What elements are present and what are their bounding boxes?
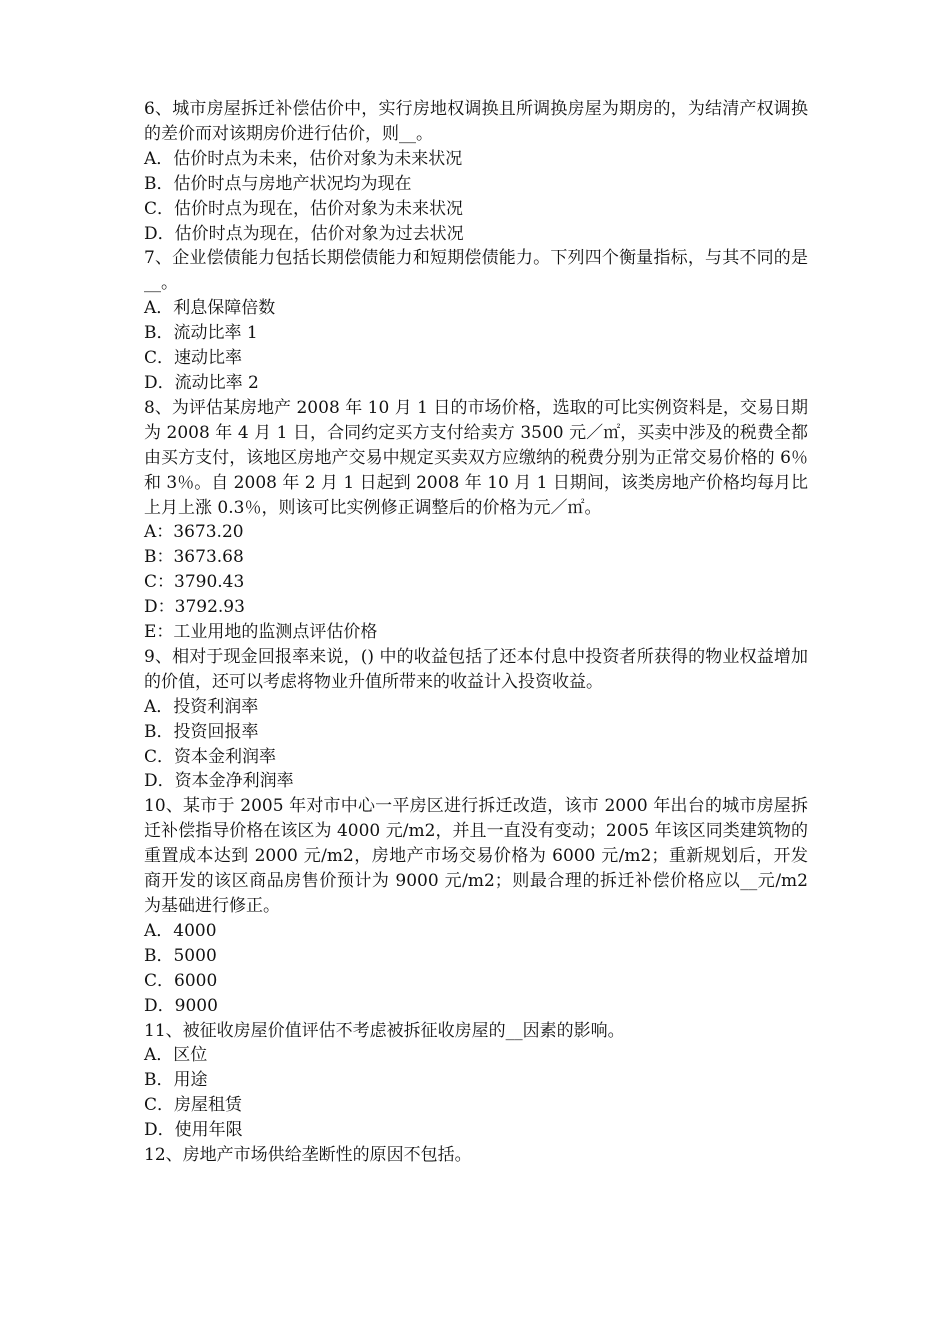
option-c: C．房屋租赁 [144,1095,243,1116]
option-a: A．投资利润率 [144,696,259,717]
question-11 [144,1019,808,1144]
question-stem: 12、房地产市场供给垄断性的原因不包括。 [144,1145,472,1166]
question-stem: 6、城市房屋拆迁补偿估价中，实行房地权调换且所调换房屋为期房的，为结清产权调换的差价而对该期房价进行估价，则__。 [144,99,808,144]
option-b: B．流动比率 1 [144,323,258,344]
option-c: C．速动比率 [144,348,243,369]
option-d: D．使用年限 [144,1120,243,1141]
question-12 [144,1143,808,1168]
option-c: C．估价时点为现在，估价对象为未来状况 [144,198,464,219]
question-stem: 11、被征收房屋价值评估不考虑被拆征收房屋的__因素的影响。 [144,1020,625,1041]
option-d: D．估价时点为现在，估价对象为过去状况 [144,223,464,244]
option-b: B：3673.68 [144,547,244,568]
option-c: C．资本金利润率 [144,746,277,767]
document-page [144,97,808,1168]
option-d: D：3792.93 [144,597,245,618]
question-stem: 8、为评估某房地产 2008 年 10 月 1 日的市场价格，选取的可比实例资料是，交易日期为 2008 年 4 月 1 日，合同约定买方支付给卖方 3500 元／㎡，买卖中涉及的税费全都由买方支付，该地区房地产交易中规定买卖双方应缴纳的税费分别为正常交易价格的 6％和 3％。自 2008 年 2 月 1 日起到 2008 年 10 月 1 日期间，该类房地产价格均每月比上月上涨 0.3％，则该可比实例修正调整后的价格为元／㎡。 [144,397,808,518]
question-8 [144,396,808,645]
option-c: C：3790.43 [144,572,245,593]
question-stem: 9、相对于现金回报率来说，() 中的收益包括了还本付息中投资者所获得的物业权益增加的价值，还可以考虑将物业升值所带来的收益计入投资收益。 [144,646,808,692]
question-stem: 7、企业偿债能力包括长期偿债能力和短期偿债能力。下列四个衡量指标，与其不同的是__。 [144,248,808,294]
question-stem: 10、某市于 2005 年对市中心一平房区进行拆迁改造，该市 2000 年出台的城市房屋拆迁补偿指导价格在该区为 4000 元/m2，并且一直没有变动；2005 年该区同类建筑物的重置成本达到 2000 元/m2，房地产市场交易价格为 6000 元/m2；重新规划后，开发商开发的该区商品房售价预计为 9000 元/m2；则最合理的拆迁补偿价格应以__元/m2 为基础进行修正。 [144,796,808,916]
option-d: D．资本金净利润率 [144,771,294,792]
option-a: A．4000 [144,920,217,941]
option-d: D．流动比率 2 [144,372,259,393]
question-9 [144,645,808,794]
option-b: B．投资回报率 [144,721,259,742]
option-a: A：3673.20 [144,522,244,543]
option-a: A．估价时点为未来，估价对象为未来状况 [144,148,463,169]
option-b: B．估价时点与房地产状况均为现在 [144,173,412,194]
option-a: A．利息保障倍数 [144,298,276,319]
option-a: A．区位 [144,1045,208,1066]
question-6 [144,97,808,246]
question-10 [144,794,808,1018]
option-b: B．用途 [144,1070,208,1091]
question-7 [144,246,808,395]
option-c: C．6000 [144,970,218,991]
option-d: D．9000 [144,995,218,1016]
option-e: E：工业用地的监测点评估价格 [144,622,378,643]
option-b: B．5000 [144,945,217,966]
